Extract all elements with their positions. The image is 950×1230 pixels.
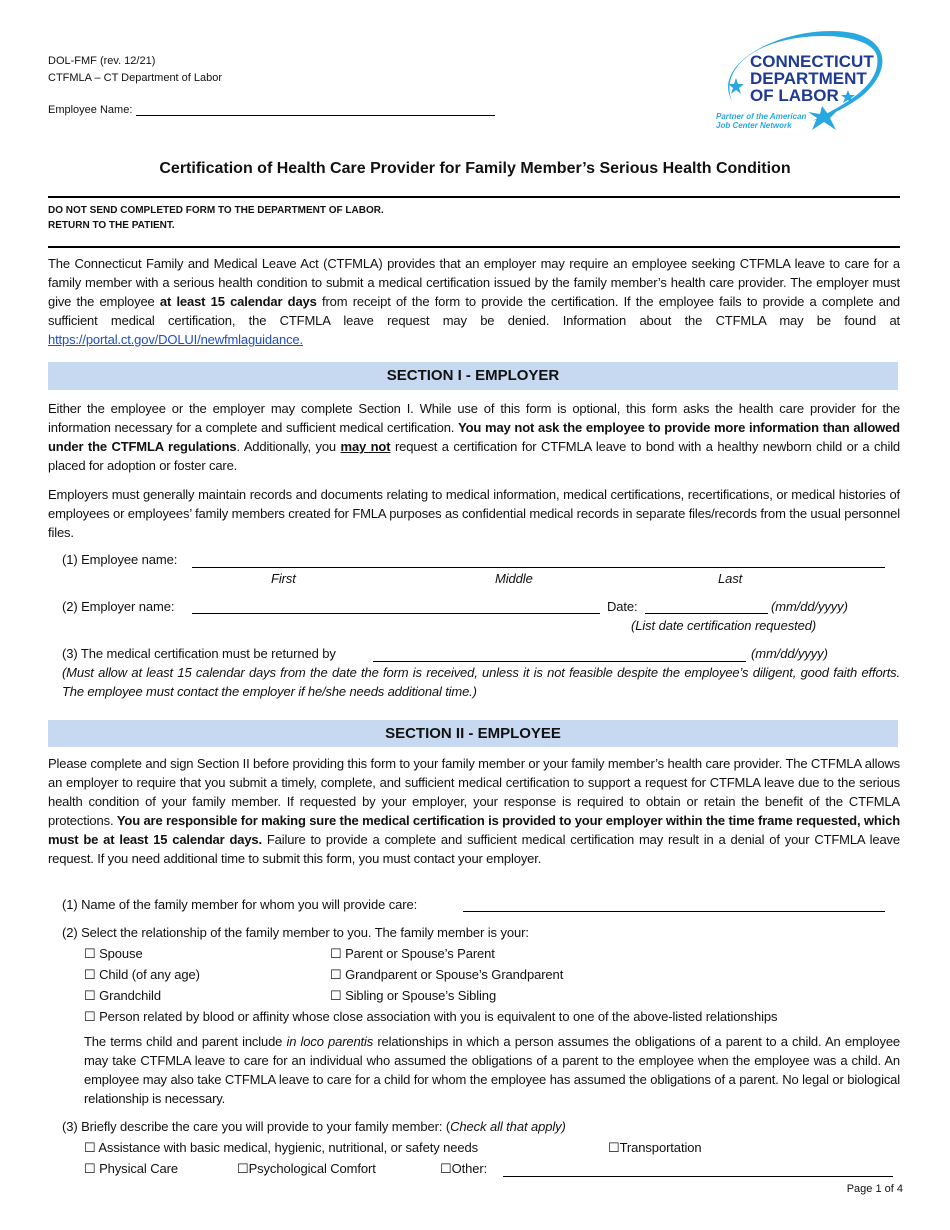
checkbox-spouse[interactable]: ☐ Spouse	[84, 946, 143, 961]
checkbox-grandparent[interactable]: ☐ Grandparent or Spouse’s Grandparent	[330, 967, 564, 982]
divider	[48, 196, 900, 198]
date-format: (mm/dd/yyyy)	[771, 599, 848, 614]
intro-text: from receipt of the form to provide the certification. If the employee fails to provide a complete and sufficient medical certification, the CTFMLA leave request may be denied. Information about the CTFMLA may be found at	[48, 294, 900, 328]
section-2-paragraph	[48, 754, 900, 868]
bold-text: You are responsible for making sure the medical certification is provided to your employer within the time frame requested, which must be at least 15 calendar days.	[48, 813, 900, 847]
employee-name-label: (1) Employee name:	[62, 552, 178, 567]
divider	[48, 246, 900, 248]
return-by-label: (3) The medical certification must be returned by	[62, 646, 336, 661]
return-by-note: (Must allow at least 15 calendar days from the date the form is received, unless it is not feasible despite the employee’s diligent, good faith efforts. The employee must contact the employer if he/she needs additional time.)	[62, 665, 900, 699]
bold-text: may not	[340, 439, 391, 454]
care-description-label: (3) Briefly describe the care you will provide to your family member: (Check all that apply)	[62, 1119, 566, 1134]
intro-paragraph	[48, 254, 900, 349]
text: relationships in which a person assumes the obligations of a parent to a child. An employee may take CTFMLA leave to care for an individual who assumed the obligations of a parent to the employee when the employee was a child. An employee may also take CTFMLA leave to care for a child for whom the employee has assumed the obligations of a parent. No legal or biological relationship is necessary.	[84, 1034, 901, 1106]
svg-text:Job Center Network: Job Center Network	[716, 121, 792, 130]
employee-name-label: Employee Name:	[48, 104, 133, 116]
first-caption: First	[271, 571, 296, 586]
text: request a certification for CTFMLA leave to bond with a healthy newborn child or a child placed for adoption or foster care.	[48, 439, 901, 473]
notice-line-2: RETURN TO THE PATIENT.	[48, 220, 175, 231]
svg-text:CONNECTICUT: CONNECTICUT	[750, 52, 874, 71]
section-2-heading: SECTION II - EMPLOYEE	[48, 720, 898, 747]
checkbox-physical-care[interactable]: ☐ Physical Care	[84, 1161, 178, 1176]
text: Please complete and sign Section II before providing this form to your family member or your family member’s health care provider. The CTFMLA allows an employer to require that you submit a timely, complete, and sufficient medical certification to support a request for CTFMLA leave due to the serious health condition of your family member. If requested by your employer, your response is required to obtain or retain the benefit of the CTFMLA protections.	[48, 756, 900, 828]
checkbox-other[interactable]: ☐Other:	[440, 1161, 488, 1176]
intro-bold: at least 15 calendar days	[159, 294, 317, 309]
employer-name-label: (2) Employer name:	[62, 599, 175, 614]
date-hint: (List date certification requested)	[631, 618, 817, 633]
relationship-label: (2) Select the relationship of the family member to you. The family member is your:	[62, 925, 529, 940]
in-loco-parentis-paragraph	[84, 1032, 900, 1108]
text: Failure to provide a complete and sufficient medical certification may result in a denial of your CTFMLA leave request. If you need additional time to submit this form, you must contact your employer.	[48, 832, 900, 866]
page-number: Page 1 of 4	[846, 1183, 903, 1195]
form-id: DOL-FMF (rev. 12/21)	[48, 55, 156, 67]
other-care-input[interactable]	[503, 1176, 893, 1177]
checkbox-parent[interactable]: ☐ Parent or Spouse’s Parent	[330, 946, 495, 961]
svg-text:Partner of the American: Partner of the American	[716, 112, 807, 121]
guidance-link[interactable]: https://portal.ct.gov/DOLUI/newfmlaguidance.	[48, 332, 303, 347]
checkbox-child[interactable]: ☐ Child (of any age)	[84, 967, 200, 982]
svg-text:DEPARTMENT: DEPARTMENT	[750, 69, 867, 88]
checkbox-grandchild[interactable]: ☐ Grandchild	[84, 988, 161, 1003]
notice	[48, 203, 384, 233]
checkbox-sibling[interactable]: ☐ Sibling or Spouse’s Sibling	[330, 988, 497, 1003]
section-1-paragraph	[48, 399, 900, 475]
intro-text: The Connecticut Family and Medical Leave Act (CTFMLA) provides that an employer may require an employee seeking CTFMLA leave to care for a family member with a serious health condition to submit a medical certification issued by the family member’s health care provider. The employer must give the employee	[48, 256, 900, 309]
checkbox-psychological-comfort[interactable]: ☐Psychological Comfort	[237, 1161, 376, 1176]
page-title: Certification of Health Care Provider for Family Member’s Serious Health Condition	[159, 160, 791, 177]
last-caption: Last	[718, 571, 743, 586]
text: . Additionally, you	[236, 439, 341, 454]
family-member-name-input[interactable]	[463, 911, 885, 912]
return-by-input[interactable]	[373, 661, 746, 662]
text: Either the employee or the employer may complete Section I. While use of this form is optional, this form asks the health care provider for the information necessary for a complete and sufficient medical certification.	[48, 401, 900, 435]
date-label: Date:	[607, 599, 638, 614]
employee-name-field[interactable]	[136, 115, 495, 116]
text: The terms child and parent include	[84, 1034, 287, 1049]
agency-name: CTFMLA – CT Department of Labor	[48, 72, 223, 84]
date-input[interactable]	[645, 613, 768, 614]
notice-line-1: DO NOT SEND COMPLETED FORM TO THE DEPARTMENT OF LABOR.	[48, 205, 384, 216]
employee-name-input[interactable]	[192, 567, 885, 568]
bold-text: You may not ask the employee to provide more information than allowed under the CTFMLA regulations	[48, 420, 900, 454]
section-1-heading: SECTION I - EMPLOYER	[48, 362, 898, 390]
employer-name-input[interactable]	[192, 613, 600, 614]
svg-text:OF LABOR: OF LABOR	[750, 86, 839, 105]
checkbox-assistance[interactable]: ☐ Assistance with basic medical, hygienic, nutritional, or safety needs	[84, 1140, 479, 1155]
italic-text: in loco parentis	[286, 1034, 374, 1049]
section-1-records-paragraph: Employers must generally maintain records and documents relating to medical information, medical certifications, recertifications, or medical histories of employees or employees’ family members created for FMLA purposes as confidential medical records in separate files/records from the usual personnel files.	[48, 487, 900, 540]
ct-dol-logo	[712, 26, 892, 136]
middle-caption: Middle	[495, 571, 533, 586]
checkbox-transportation[interactable]: ☐Transportation	[608, 1140, 702, 1155]
family-member-name-label: (1) Name of the family member for whom you will provide care:	[62, 897, 418, 912]
checkbox-related-person[interactable]: ☐ Person related by blood or affinity whose close association with you is equivalent to one of the above-listed relationships	[84, 1009, 778, 1024]
return-by-format: (mm/dd/yyyy)	[751, 646, 828, 661]
